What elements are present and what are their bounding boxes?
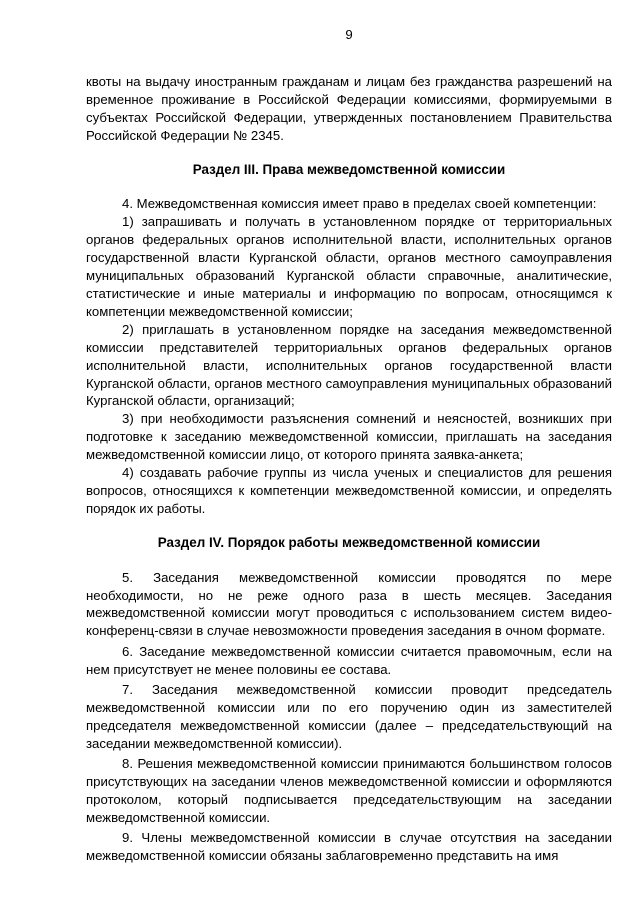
- section-4-paragraph-8: 8. Решения межведомственной комиссии принимаются большинством голосов присутствующих на заседании членов межведомственной комиссии и оформляются протоколом, который подписывается председательствующим на заседании межведомственной комиссии.: [86, 756, 612, 825]
- section-4-paragraph-9: 9. Члены межведомственной комиссии в случае отсутствия на заседании межведомственной комиссии обязаны заблаговременно представить на имя: [86, 830, 612, 864]
- section-3-heading: Раздел III. Права межведомственной комиссии: [192, 161, 506, 177]
- section-4-paragraph-7: 7. Заседания межведомственной комиссии проводит председатель межведомственной комиссии или по его поручению один из заместителей председателя межведомственной комиссии (далее – председательствующий на заседании межведомственной комиссии).: [86, 682, 612, 751]
- page-number: 9: [345, 27, 353, 42]
- document-page: [86, 26, 612, 865]
- section-3-item-1: 1) запрашивать и получать в установленном порядке от территориальных органов федеральных органов исполнительной власти, исполнительных органов государственной власти Курганской области, органов местного самоуправления муниципальных образований Курганской области справочные, аналитические, статистические и иные материалы и информацию по вопросам, относящимся к компетенции межведомственной комиссии;: [86, 214, 612, 319]
- section-4-paragraph-5: 5. Заседания межведомственной комиссии проводятся по мере необходимости, но не реже одного раза в шесть месяцев. Заседания межведомственной комиссии могут проводиться с использованием систем видео-конференц-связи в случае невозможности проведения заседания в очном формате.: [86, 569, 612, 639]
- section-4-paragraph-6: 6. Заседание межведомственной комиссии считается правомочным, если на нем присутствует не менее половины ее состава.: [86, 643, 612, 677]
- section-3-item-2: 2) приглашать в установленном порядке на заседания межведомственной комиссии представителей территориальных органов федеральных органов исполнительной власти, исполнительных органов государственной власти Курганской области, органов местного самоуправления муниципальных образований Курганской области, организаций;: [86, 321, 612, 409]
- section-3-item-3: 3) при необходимости разъяснения сомнений и неясностей, возникших при подготовке к заседанию межведомственной комиссии, приглашать на заседания межведомственной комиссии лицо, от которого принята заявка-анкета;: [86, 411, 612, 463]
- section-3-item-4: 4) создавать рабочие группы из числа ученых и специалистов для решения вопросов, относящихся к компетенции межведомственной комиссии, и определять порядок их работы.: [86, 465, 612, 516]
- section-4-heading: Раздел IV. Порядок работы межведомственной комиссии: [157, 534, 541, 550]
- section-3-paragraph-4: 4. Межведомственная комиссия имеет право в пределах своей компетенции:: [122, 196, 597, 212]
- intro-paragraph: квоты на выдачу иностранным гражданам и лицам без гражданства разрешений на временное проживание в Российской Федерации комиссиями, формируемыми в субъектах Российской Федерации, утвержденных постановлением Правительства Российской Федерации № 2345.: [86, 73, 612, 143]
